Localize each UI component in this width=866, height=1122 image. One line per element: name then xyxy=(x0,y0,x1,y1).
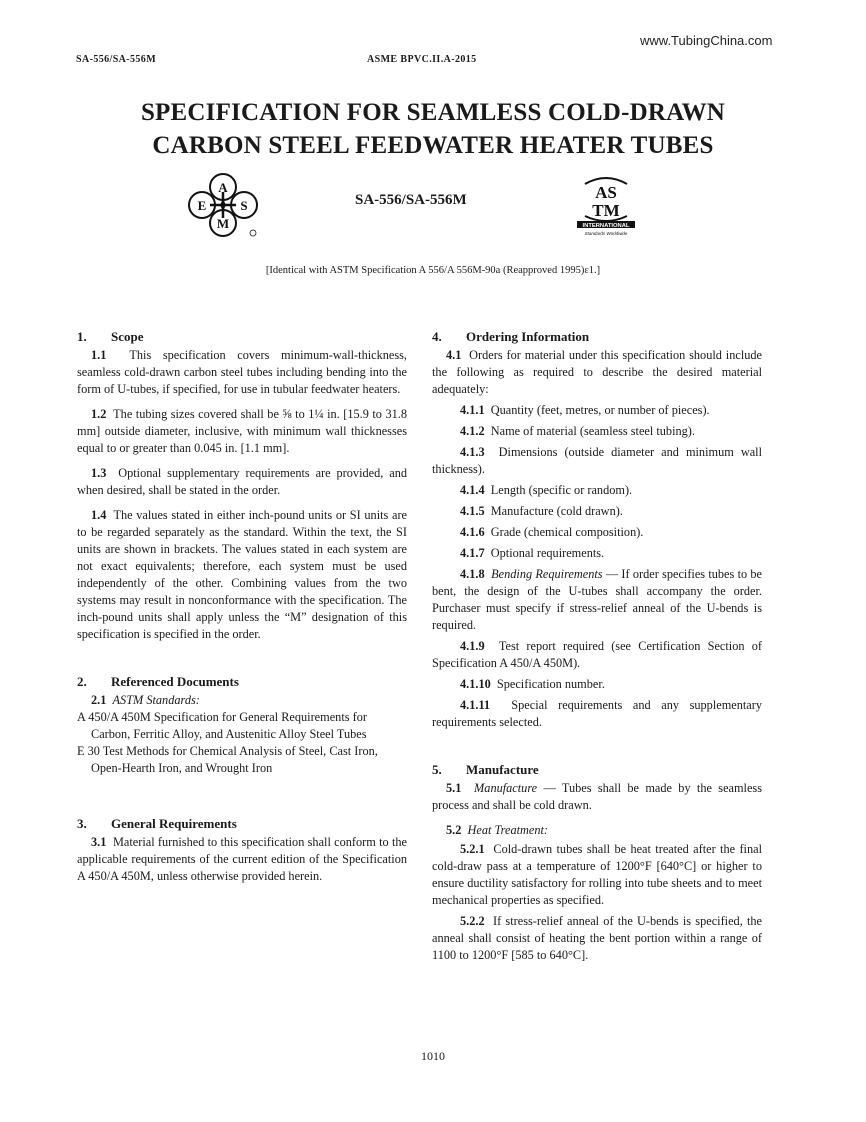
section-3-heading: 3. General Requirements xyxy=(77,816,237,831)
designation: SA-556/SA-556M xyxy=(355,192,467,208)
item-4-1-10: 4.1.10 Specification number. xyxy=(460,677,605,691)
svg-text:AS: AS xyxy=(595,183,617,202)
title-line-1: SPECIFICATION FOR SEAMLESS COLD-DRAWN xyxy=(140,99,726,126)
paragraph-5-2-2: 5.2.2 If stress-relief anneal of the U-bends is specified, the anneal shall consist of heating the bent portion within a range of 1100 to 1200°F [585 to 640°C]. xyxy=(432,914,762,962)
paragraph-1-2: 1.2 The tubing sizes covered shall be ⅝ to 1¼ in. [15.9 to 31.8 mm] outside diameter, inclusive, with minimum wall thicknesses equal to or greater than 0.045 in. [1.1 mm]. xyxy=(77,407,407,455)
astm-logo xyxy=(573,176,639,238)
svg-text:A: A xyxy=(218,180,228,195)
running-head-designation: SA-556/SA-556M xyxy=(76,54,157,65)
svg-text:Standards Worldwide: Standards Worldwide xyxy=(584,231,628,236)
svg-text:S: S xyxy=(240,198,248,213)
item-4-1-1: 4.1.1 Quantity (feet, metres, or number of pieces). xyxy=(460,403,710,417)
paragraph-5-1: 5.1 Manufacture — Tubes shall be made by the seamless process and shall be cold drawn. xyxy=(432,781,762,812)
section-5-heading: 5. Manufacture xyxy=(432,762,539,777)
item-4-1-7: 4.1.7 Optional requirements. xyxy=(460,546,605,560)
item-4-1-11: 4.1.11 Special requirements and any supplementary requirements selected. xyxy=(432,698,762,729)
svg-text:E: E xyxy=(197,198,207,213)
item-4-1-4: 4.1.4 Length (specific or random). xyxy=(460,483,633,497)
paragraph-5-2-1: 5.2.1 Cold-drawn tubes shall be heat treated after the final cold-draw pass at a temperature of 1200°F [640°C] or higher to ensure ductility satisfactory for rolling into tube sheets and to meet mechanical properties as specified. xyxy=(432,842,762,907)
left-column xyxy=(77,328,407,893)
reference-a450: A 450/A 450M Specification for General Requirements for Carbon, Ferritic Alloy, and Austenitic Alloy Steel Tubes xyxy=(77,710,367,741)
website-url[interactable]: www.TubingChina.com xyxy=(640,33,773,48)
page-title xyxy=(0,96,866,162)
identical-note: [Identical with ASTM Specification A 556/A 556M-90a (Reapproved 1995)ε1.] xyxy=(265,265,601,276)
item-4-1-8: 4.1.8 Bending Requirements — If order specifies tubes to be bent, the design of the U-tubes shall accompany the order. Purchaser must specify if stress-relief anneal of the U-bends is required. xyxy=(432,567,763,632)
svg-text:TM: TM xyxy=(592,201,620,220)
reference-e30: E 30 Test Methods for Chemical Analysis of Steel, Cast Iron, Open-Hearth Iron, and Wrought Iron xyxy=(77,744,378,775)
section-1-heading: 1. Scope xyxy=(77,329,144,344)
paragraph-1-1: 1.1 This specification covers minimum-wall-thickness, seamless cold-drawn carbon steel tubes including bending into the form of U-tubes, if specified, for use in tubular feedwater heaters. xyxy=(77,348,407,396)
svg-text:M: M xyxy=(216,216,230,231)
paragraph-4-1: 4.1 Orders for material under this specification should include the following as required to describe the desired material adequately: xyxy=(432,348,763,396)
right-column xyxy=(432,328,762,968)
asme-logo xyxy=(186,172,260,238)
item-4-1-2: 4.1.2 Name of material (seamless steel tubing). xyxy=(460,424,695,438)
page-number: 1010 xyxy=(421,1049,445,1063)
paragraph-1-4: 1.4 The values stated in either inch-pound units or SI units are to be regarded separately as the standard. Within the text, the SI units are shown in brackets. The values stated in each system are not exact equivalents; therefore, each system must be used independently of the other. Combining values from the two systems may result in nonconformance with the specification. The inch-pound units shall apply unless the “M” designation of this specification is specified in the order. xyxy=(77,508,407,641)
svg-text:INTERNATIONAL: INTERNATIONAL xyxy=(582,223,630,229)
paragraph-1-3: 1.3 Optional supplementary requirements are provided, and when desired, shall be stated in the order. xyxy=(77,466,407,497)
paragraph-5-2: 5.2 Heat Treatment: xyxy=(446,823,549,837)
running-head-volume: ASME BPVC.II.A-2015 xyxy=(367,54,477,65)
item-4-1-6: 4.1.6 Grade (chemical composition). xyxy=(460,525,644,539)
item-4-1-3: 4.1.3 Dimensions (outside diameter and minimum wall thickness). xyxy=(432,445,762,476)
item-4-1-9: 4.1.9 Test report required (see Certification Section of Specification A 450/A 450M). xyxy=(432,639,762,670)
section-2-heading: 2. Referenced Documents xyxy=(77,674,239,689)
paragraph-2-1: 2.1 ASTM Standards: xyxy=(91,693,200,707)
item-4-1-5: 4.1.5 Manufacture (cold drawn). xyxy=(460,504,623,518)
section-4-heading: 4. Ordering Information xyxy=(432,329,590,344)
title-line-2: CARBON STEEL FEEDWATER HEATER TUBES xyxy=(152,132,714,159)
paragraph-3-1: 3.1 Material furnished to this specification shall conform to the applicable requirements of the current edition of the Specification A 450/A 450M, unless otherwise provided herein. xyxy=(77,835,407,883)
